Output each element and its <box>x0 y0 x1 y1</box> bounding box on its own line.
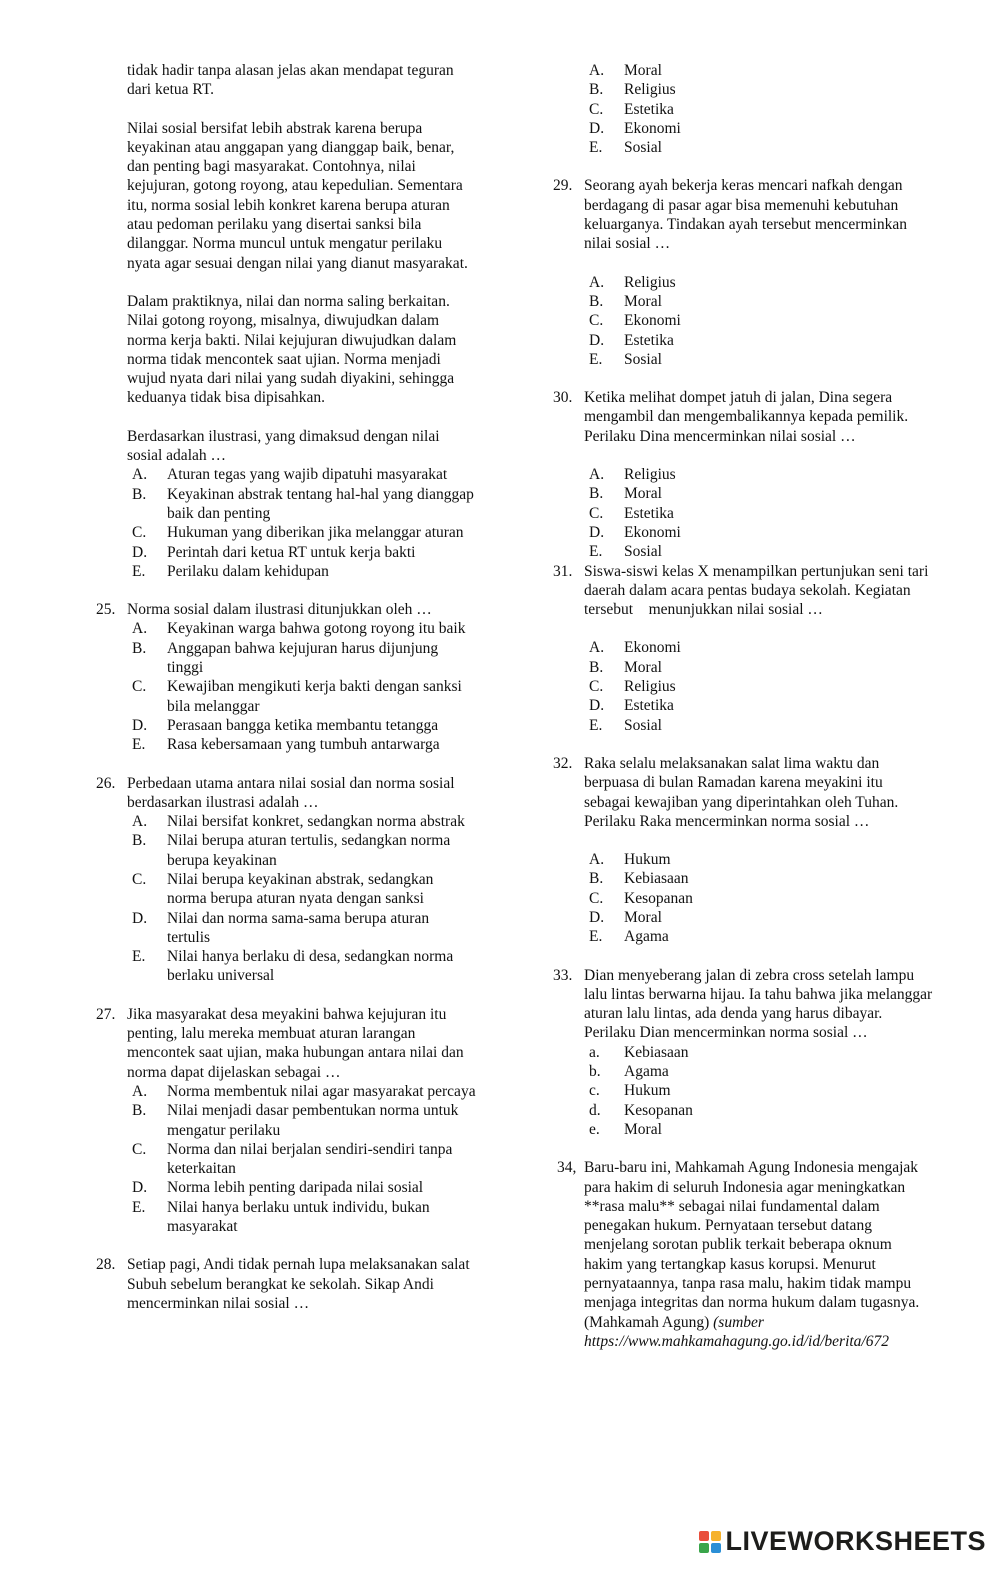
left-column <box>96 61 476 1313</box>
question-text: Dian menyeberang jalan di zebra cross setelah lampu lalu lintas berwarna hijau. Ia tahu bahwa jika melanggar aturan lalu lintas, ada denda yang harus dibayar. <box>584 966 933 1023</box>
right-column <box>553 61 933 1351</box>
option-a[interactable]: A. Norma membentuk nilai agar masyarakat percaya <box>132 1082 476 1100</box>
options-list <box>584 638 933 734</box>
option-d[interactable]: d. Kesopanan <box>589 1101 693 1119</box>
liveworksheets-logo <box>699 1527 986 1557</box>
logo-square-yellow <box>711 1531 721 1541</box>
source-citation: (sumber https://www.mahkamahagung.go.id/id/berita/672 <box>584 1313 889 1350</box>
question-prompt: Perilaku Dian mencerminkan norma sosial … <box>584 1024 868 1042</box>
option-c[interactable]: C. Kesopanan <box>589 889 693 907</box>
options-list <box>584 1043 933 1139</box>
question-27 <box>96 1005 476 1237</box>
question-text: Setiap pagi, Andi tidak pernah lupa melaksanakan salat Subuh sebelum berangkat ke sekolah. Sikap Andi mencerminkan nilai sosial … <box>127 1256 470 1312</box>
option-d[interactable]: D. Ekonomi <box>589 523 681 541</box>
option-e[interactable]: E. Nilai hanya berlaku di desa, sedangkan norma berlaku universal <box>132 948 454 985</box>
question-number: 33. <box>553 966 573 984</box>
option-a[interactable]: A. Religius <box>589 466 676 484</box>
option-b[interactable]: B. Moral <box>589 658 662 676</box>
option-d[interactable]: D. Perintah dari ketua RT untuk kerja bakti <box>132 543 416 561</box>
question-text: Seorang ayah bekerja keras mencari nafkah dengan berdagang di pasar agar bisa memenuhi kebutuhan keluarganya. Tindakan ayah tersebut mencerminkan nilai sosial … <box>584 177 907 253</box>
option-b[interactable]: B. Moral <box>589 292 662 310</box>
question-25 <box>96 600 476 754</box>
question-prompt: Perilaku Raka mencerminkan norma sosial … <box>584 812 870 830</box>
option-b[interactable]: B. Kebiasaan <box>589 870 689 888</box>
option-a[interactable]: A. Aturan tegas yang wajib dipatuhi masyarakat <box>132 466 448 484</box>
question-28 <box>96 1255 476 1313</box>
question-text: Berdasarkan ilustrasi, yang dimaksud dengan nilai sosial adalah … <box>127 427 440 465</box>
question-31 <box>553 562 933 735</box>
option-d[interactable]: D. Moral <box>589 908 662 926</box>
question-number: 32. <box>553 754 573 772</box>
option-c[interactable]: C. Nilai berupa keyakinan abstrak, sedangkan norma berupa aturan nyata dengan sanksi <box>132 870 434 908</box>
option-b[interactable]: B. Moral <box>589 485 662 503</box>
options-list <box>127 465 476 581</box>
option-c[interactable]: C. Ekonomi <box>589 312 681 330</box>
options-list <box>127 1082 476 1236</box>
question-24 <box>96 427 476 581</box>
option-d[interactable]: D. Ekonomi <box>589 119 681 137</box>
intro-continuation: tidak hadir tanpa alasan jelas akan mendapat teguran dari ketua RT. <box>127 62 454 99</box>
option-c[interactable]: C. Kewajiban mengikuti kerja bakti dengan sanksi bila melanggar <box>132 678 462 715</box>
option-d[interactable]: D. Estetika <box>589 697 674 715</box>
logo-text: LIVEWORKSHEETS <box>725 1526 986 1557</box>
option-a[interactable]: A. Ekonomi <box>589 639 681 657</box>
question-26 <box>96 774 476 986</box>
question-33 <box>553 966 933 1140</box>
question-28-options <box>553 61 933 157</box>
option-e[interactable]: E. Rasa kebersamaan yang tumbuh antarwarga <box>132 736 440 754</box>
options-list <box>127 812 476 986</box>
question-text: Ketika melihat dompet jatuh di jalan, Dina segera mengambil dan mengembalikannya kepada pemilik. Perilaku Dina mencerminkan nilai sosial … <box>584 389 909 445</box>
options-list <box>127 619 476 754</box>
options-list <box>584 273 933 369</box>
option-b[interactable]: B. Nilai berupa aturan tertulis, sedangkan norma berupa keyakinan <box>132 832 451 869</box>
question-text: Norma sosial dalam ilustrasi ditunjukkan oleh … <box>127 601 432 619</box>
options-list <box>584 850 933 946</box>
question-text: Baru-baru ini, Mahkamah Agung Indonesia mengajak para hakim di seluruh Indonesia agar meningkatkan **rasa malu** sebagai nilai fundamental dalam penegakan hukum. Pernyataan tersebut datang menjelang sorotan publik terkait beberapa oknum hakim yang tertangkap kasus korupsi. Menurut pernyataannya, tanpa rasa malu, hakim tidak mampu menjaga integritas dan norma hukum dalam tugasnya. (Mahkamah Agung) (sumber https://www.mahkamahagung.go.id/id/berita/672 <box>584 1159 920 1350</box>
logo-icon <box>699 1531 721 1553</box>
option-e[interactable]: e. Moral <box>589 1120 662 1138</box>
question-number: 26. <box>96 774 116 792</box>
question-number: 34, <box>557 1159 577 1177</box>
question-29 <box>553 176 933 369</box>
logo-square-red <box>699 1531 709 1541</box>
question-number: 27. <box>96 1005 116 1023</box>
option-c[interactable]: C. Norma dan nilai berjalan sendiri-sendiri tanpa keterkaitan <box>132 1140 453 1178</box>
option-b[interactable]: B. Religius <box>589 81 676 99</box>
options-list <box>584 465 933 561</box>
option-c[interactable]: C. Estetika <box>589 504 674 522</box>
option-c[interactable]: c. Hukum <box>589 1082 671 1100</box>
illustration-paragraph-1: Nilai sosial bersifat lebih abstrak karena berupa keyakinan atau anggapan yang dianggap baik, benar, dan penting bagi masyarakat. Contohnya, nilai kejujuran, gotong royong, atau kepedulian. Sementara itu, norma sosial lebih konkret karena berupa aturan atau pedoman perilaku yang disertai sanksi bila dilanggar. Norma muncul untuk mengatur perilaku nyata agar sesuai dengan nilai yang dianut masyarakat. <box>127 119 468 272</box>
question-text: Perbedaan utama antara nilai sosial dan norma sosial berdasarkan ilustrasi adalah … <box>127 774 455 811</box>
option-d[interactable]: D. Norma lebih penting daripada nilai sosial <box>132 1179 424 1197</box>
option-c[interactable]: C. Hukuman yang diberikan jika melanggar aturan <box>132 524 464 542</box>
option-a[interactable]: A. Nilai bersifat konkret, sedangkan norma abstrak <box>132 813 465 831</box>
option-d[interactable]: D. Nilai dan norma sama-sama berupa aturan tertulis <box>132 909 430 946</box>
option-b[interactable]: B. Anggapan bahwa kejujuran harus dijunjung tinggi <box>132 639 439 677</box>
option-c[interactable]: C. Estetika <box>589 100 674 118</box>
option-b[interactable]: B. Keyakinan abstrak tentang hal-hal yang dianggap baik dan penting <box>132 485 474 522</box>
option-e[interactable]: E. Perilaku dalam kehidupan <box>132 562 329 580</box>
illustration-paragraph-2: Dalam praktiknya, nilai dan norma saling berkaitan. Nilai gotong royong, misalnya, diwujudkan dalam norma kerja bakti. Nilai kejujuran diwujudkan dalam norma tidak mencontek saat ujian. Norma menjadi wujud nyata dari nilai yang sudah diyakini, sehingga keduanya tidak bisa dipisahkan. <box>127 292 457 407</box>
option-e[interactable]: E. Sosial <box>589 543 662 561</box>
option-a[interactable]: A. Moral <box>589 62 662 79</box>
option-d[interactable]: D. Estetika <box>589 331 674 349</box>
option-a[interactable]: A. Keyakinan warga bahwa gotong royong itu baik <box>132 620 466 638</box>
option-e[interactable]: E. Sosial <box>589 139 662 157</box>
option-e[interactable]: E. Nilai hanya berlaku untuk individu, bukan masyarakat <box>132 1198 430 1236</box>
question-32 <box>553 754 933 947</box>
logo-square-green <box>699 1543 709 1553</box>
option-a[interactable]: A. Hukum <box>589 851 671 869</box>
question-text: Siswa-siswi kelas X menampilkan pertunjukan seni tari daerah dalam acara pentas budaya sekolah. Kegiatan tersebut menunjukkan nilai sosial … <box>584 562 933 619</box>
logo-square-blue <box>711 1543 721 1553</box>
question-number: 25. <box>96 601 116 619</box>
option-c[interactable]: C. Religius <box>589 678 676 696</box>
question-number: 30. <box>553 389 573 407</box>
question-text: Jika masyarakat desa meyakini bahwa kejujuran itu penting, lalu mereka membuat aturan larangan mencontek saat ujian, maka hubungan antara nilai dan norma dapat dijelaskan sebagai … <box>127 1005 464 1081</box>
option-b[interactable]: b. Agama <box>589 1063 669 1081</box>
option-a[interactable]: a. Kebiasaan <box>589 1043 689 1061</box>
option-a[interactable]: A. Religius <box>589 273 676 291</box>
option-e[interactable]: E. Sosial <box>589 350 662 368</box>
option-e[interactable]: E. Agama <box>589 928 669 946</box>
question-34 <box>553 1158 933 1351</box>
option-d[interactable]: D. Perasaan bangga ketika membantu tetangga <box>132 716 439 734</box>
question-text: Raka selalu melaksanakan salat lima waktu dan berpuasa di bulan Ramadan karena meyakini itu sebagai kewajiban yang diperintahkan oleh Tuhan. <box>584 754 899 811</box>
options-list <box>584 61 933 157</box>
option-b[interactable]: B. Nilai menjadi dasar pembentukan norma untuk mengatur perilaku <box>132 1102 459 1139</box>
question-number: 31. <box>553 562 573 580</box>
option-e[interactable]: E. Sosial <box>589 716 662 734</box>
question-30 <box>553 388 933 561</box>
question-number: 29. <box>553 177 573 195</box>
question-number: 28. <box>96 1256 116 1274</box>
